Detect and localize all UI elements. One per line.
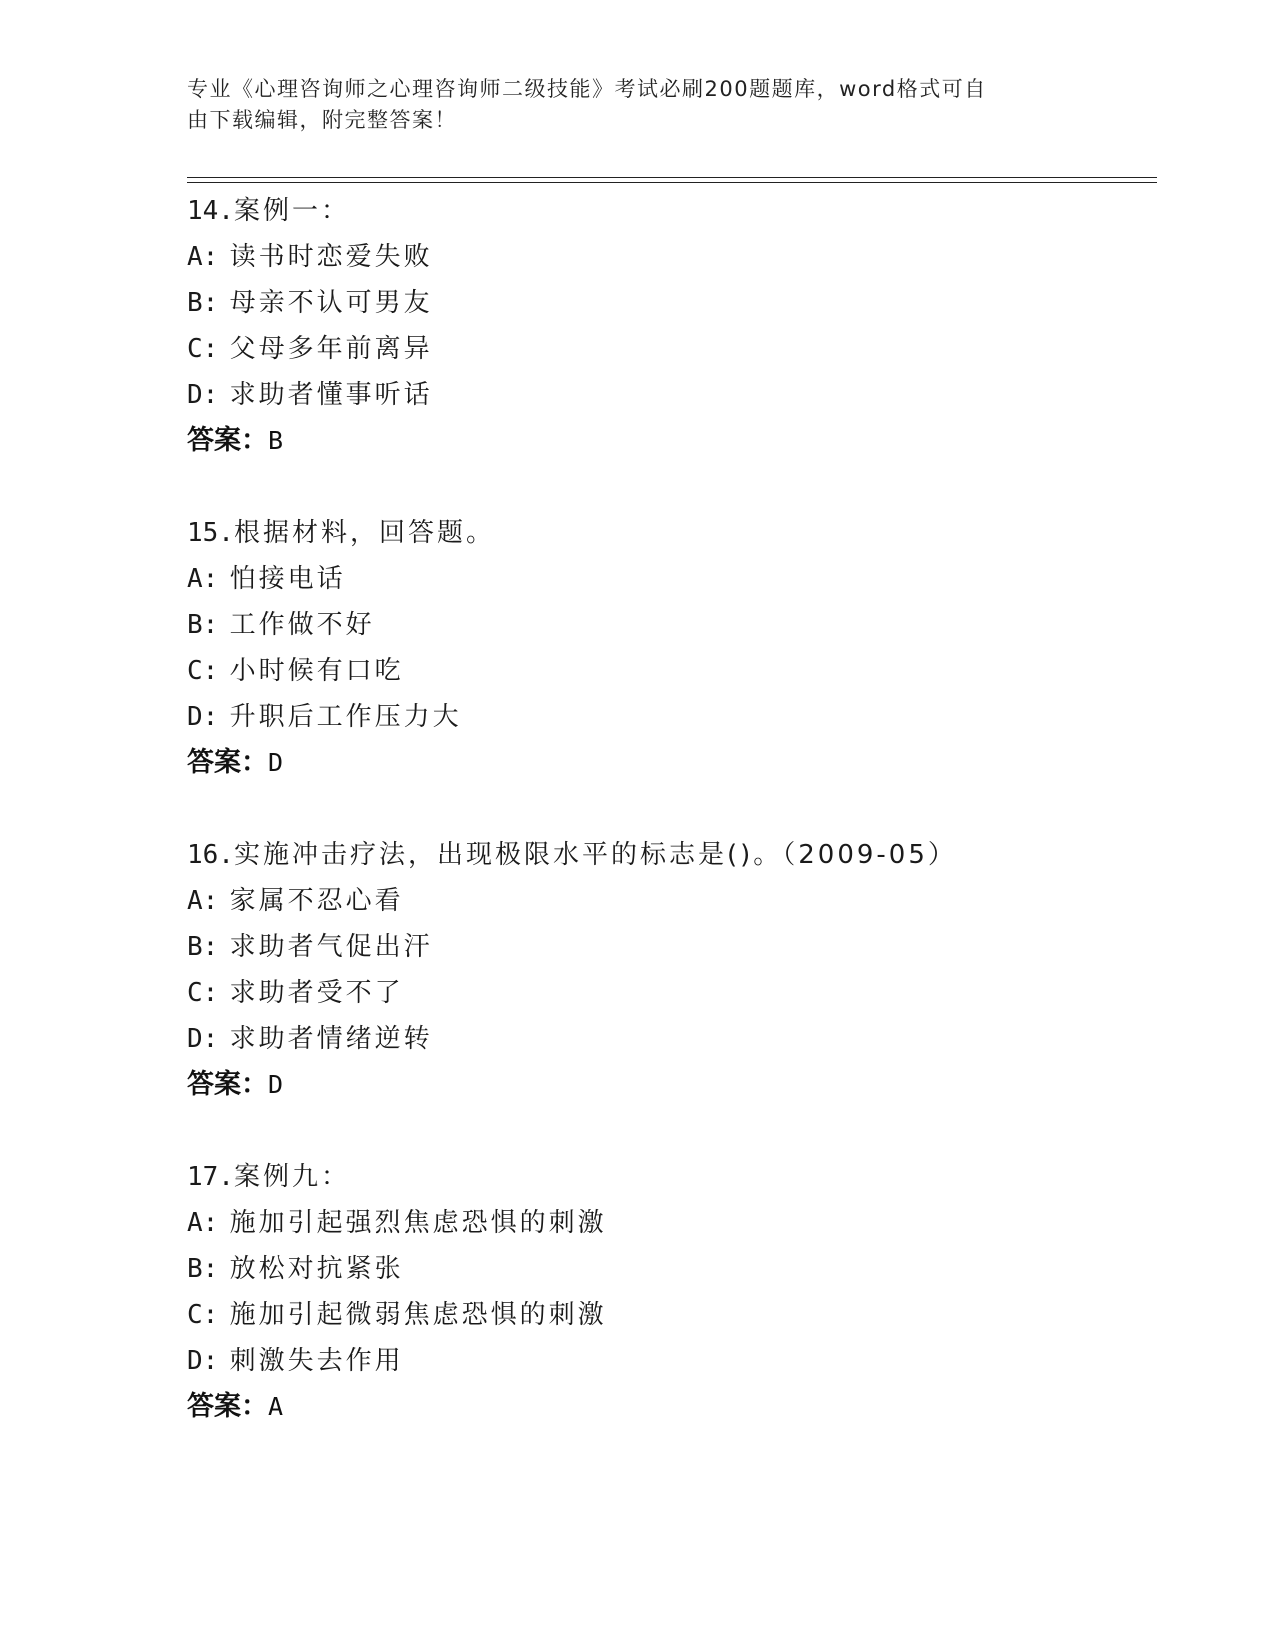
option-a bbox=[187, 878, 1147, 924]
question-number: 16. bbox=[187, 840, 234, 870]
option-letter: C: bbox=[187, 334, 219, 364]
option-b bbox=[187, 924, 1147, 970]
option-letter: D: bbox=[187, 1346, 219, 1376]
option-c bbox=[187, 1292, 1147, 1338]
answer-label: 答案： bbox=[187, 1391, 268, 1422]
option-c bbox=[187, 648, 1147, 694]
option-text: 施加引起强烈焦虑恐惧的刺激 bbox=[229, 1208, 607, 1238]
option-text: 读书时恋爱失败 bbox=[229, 242, 433, 272]
answer-value: D bbox=[268, 748, 284, 777]
option-text: 求助者情绪逆转 bbox=[229, 1024, 433, 1054]
header-line-2: 由下载编辑，附完整答案！ bbox=[187, 108, 457, 132]
option-text: 求助者懂事听话 bbox=[229, 380, 433, 410]
option-text: 家属不忍心看 bbox=[229, 886, 404, 916]
option-c bbox=[187, 326, 1147, 372]
option-b bbox=[187, 602, 1147, 648]
header-divider-bottom bbox=[187, 182, 1157, 183]
option-text: 父母多年前离异 bbox=[229, 334, 433, 364]
option-d bbox=[187, 372, 1147, 418]
question-14 bbox=[187, 188, 1147, 464]
option-letter: D: bbox=[187, 702, 219, 732]
question-stem bbox=[187, 832, 1147, 878]
question-16 bbox=[187, 832, 1147, 1108]
question-number: 17. bbox=[187, 1162, 234, 1192]
question-17 bbox=[187, 1154, 1147, 1430]
option-letter: B: bbox=[187, 288, 219, 318]
answer-label: 答案： bbox=[187, 425, 268, 456]
question-stem bbox=[187, 510, 1147, 556]
option-letter: B: bbox=[187, 932, 219, 962]
option-text: 怕接电话 bbox=[229, 564, 346, 594]
answer-line bbox=[187, 1384, 1147, 1430]
option-letter: A: bbox=[187, 242, 219, 272]
answer-value: B bbox=[268, 426, 284, 455]
answer-value: A bbox=[268, 1392, 284, 1421]
option-d bbox=[187, 1338, 1147, 1384]
question-text: 实施冲击疗法，出现极限水平的标志是()。（2009-05） bbox=[233, 840, 957, 870]
option-a bbox=[187, 1200, 1147, 1246]
option-b bbox=[187, 280, 1147, 326]
option-text: 求助者气促出汗 bbox=[229, 932, 433, 962]
header-line-1: 专业《心理咨询师之心理咨询师二级技能》考试必刷200题题库，word格式可自 bbox=[187, 77, 987, 101]
question-15 bbox=[187, 510, 1147, 786]
option-a bbox=[187, 556, 1147, 602]
option-text: 小时候有口吃 bbox=[229, 656, 404, 686]
option-letter: A: bbox=[187, 564, 219, 594]
option-letter: B: bbox=[187, 1254, 219, 1284]
option-text: 升职后工作压力大 bbox=[229, 702, 462, 732]
answer-label: 答案： bbox=[187, 1069, 268, 1100]
option-text: 工作做不好 bbox=[229, 610, 375, 640]
option-letter: C: bbox=[187, 1300, 219, 1330]
document-header bbox=[187, 74, 1067, 136]
question-text: 案例九： bbox=[233, 1162, 350, 1192]
answer-label: 答案： bbox=[187, 747, 268, 778]
option-letter: A: bbox=[187, 886, 219, 916]
option-text: 求助者受不了 bbox=[229, 978, 404, 1008]
option-d bbox=[187, 1016, 1147, 1062]
header-divider-top bbox=[187, 177, 1157, 178]
answer-value: D bbox=[268, 1070, 284, 1099]
option-d bbox=[187, 694, 1147, 740]
question-list bbox=[187, 188, 1147, 1476]
option-a bbox=[187, 234, 1147, 280]
option-c bbox=[187, 970, 1147, 1016]
option-letter: D: bbox=[187, 1024, 219, 1054]
option-text: 刺激失去作用 bbox=[229, 1346, 404, 1376]
option-text: 施加引起微弱焦虑恐惧的刺激 bbox=[229, 1300, 607, 1330]
option-letter: D: bbox=[187, 380, 219, 410]
option-letter: C: bbox=[187, 978, 219, 1008]
option-letter: C: bbox=[187, 656, 219, 686]
question-stem bbox=[187, 188, 1147, 234]
option-letter: B: bbox=[187, 610, 219, 640]
option-letter: A: bbox=[187, 1208, 219, 1238]
question-stem bbox=[187, 1154, 1147, 1200]
answer-line bbox=[187, 1062, 1147, 1108]
answer-line bbox=[187, 740, 1147, 786]
question-number: 14. bbox=[187, 196, 234, 226]
option-b bbox=[187, 1246, 1147, 1292]
question-number: 15. bbox=[187, 518, 234, 548]
answer-line bbox=[187, 418, 1147, 464]
option-text: 母亲不认可男友 bbox=[229, 288, 433, 318]
question-text: 根据材料，回答题。 bbox=[233, 518, 495, 548]
question-text: 案例一： bbox=[233, 196, 350, 226]
option-text: 放松对抗紧张 bbox=[229, 1254, 404, 1284]
